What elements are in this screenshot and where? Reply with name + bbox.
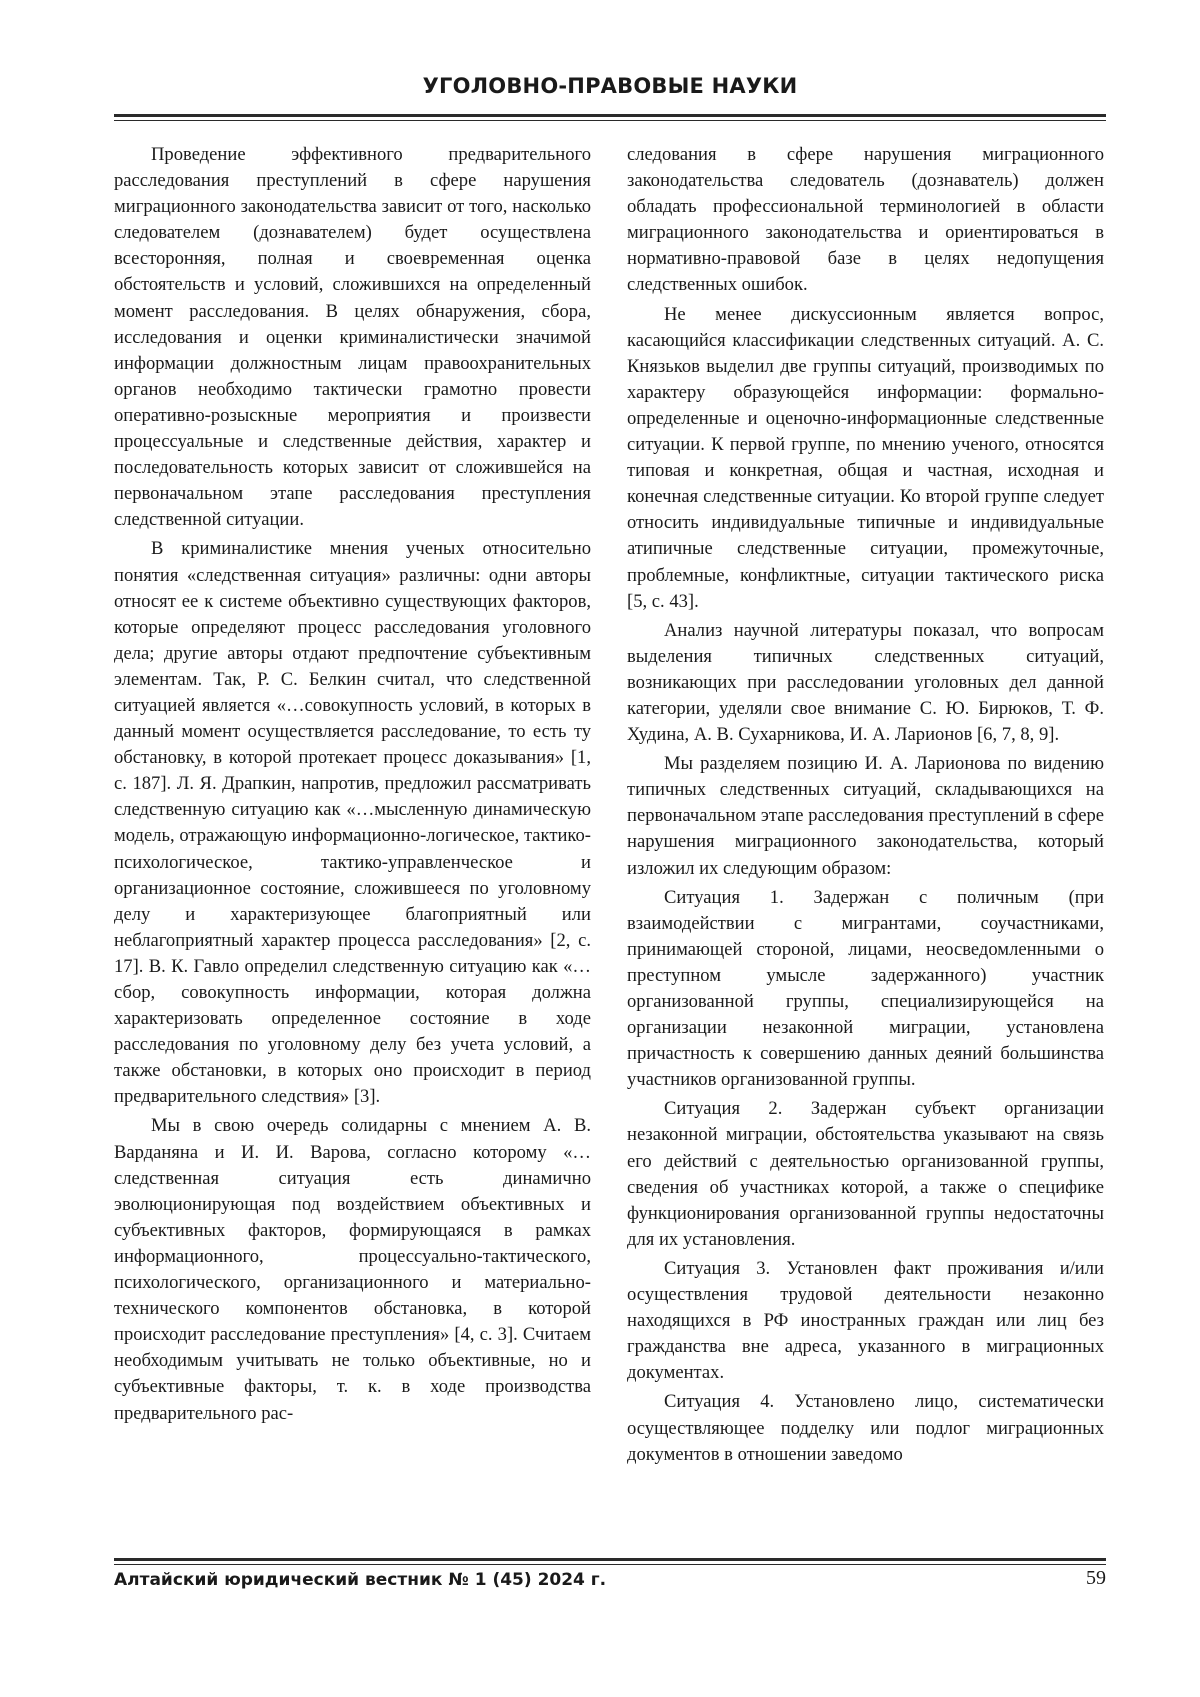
paragraph: Ситуация 1. Задержан с поличным (при взаимодействии с мигрантами, соучастниками, принимающей стороной, лицами, неосведомленными о преступном умысле задержанного) участник организованной группы, специализирующейся на организации незаконной миграции, установлена причастность к совершению данных деяний большинства участников организованной группы. — [627, 886, 1104, 1091]
paragraph-continuation: следования в сфере нарушения миграционного законодательства следователь (дознаватель) должен обладать профессиональной терминологией в области миграционного законодательства и ориентироваться в нормативно-правовой базе в целях недопущения следственных ошибок. — [627, 144, 1104, 296]
paragraph: Не менее дискуссионным является вопрос, касающийся классификации следственных ситуаций. А. С. Князьков выделил две группы ситуаций, производимых по характеру образующейся информации: формально-определенные и оценочно-информационные следственные ситуации. К первой группе, по мнению ученого, относятся типовая и конкретная, общая и частная, исходная и конечная следственные ситуации. Ко второй группе следует относить индивидуальные типичные и индивидуальные атипичные следственные ситуации, промежуточные, проблемные, конфликтные, ситуации тактического риска [5, с. 43]. — [627, 303, 1104, 612]
right-column — [627, 142, 1104, 1471]
paragraph: Проведение эффективного предварительного расследования преступлений в сфере нарушения миграционного законодательства зависит от того, насколько следователем (дознавателем) будет осуществлена всесторонняя, полная и своевременная оценка обстоятельств и условий, сложившихся на определенный момент расследования. В целях обнаружения, сбора, исследования и оценки криминалистически значимой информации должностным лицам правоохранительных органов необходимо тактически грамотно провести оперативно-розыскные мероприятия и произвести процессуальные и следственные действия, характер и последовательность которых зависит от сложившейся на первоначальном этапе расследования преступления следственной ситуации. — [114, 144, 591, 531]
section-title: УГОЛОВНО-ПРАВОВЫЕ НАУКИ — [422, 74, 798, 98]
page-number: 59 — [1086, 1567, 1106, 1589]
footer-rule-thin — [114, 1564, 1106, 1565]
journal-title: Алтайский юридический вестник № 1 (45) 2024 г. — [114, 1570, 607, 1590]
paragraph: В криминалистике мнения ученых относительно понятия «следственная ситуация» различны: одни авторы относят ее к системе объективно существующих факторов, которые определяют процесс расследования уголовного дела; другие авторы отдают предпочтение субъективным элементам. Так, Р. С. Белкин считал, что следственной ситуацией является «…совокупность условий, в которых в данный момент осуществляется расследование, то есть ту обстановку, в которой протекает процесс доказывания» [1, с. 187]. Л. Я. Драпкин, напротив, предложил рассматривать следственную ситуацию как «…мысленную динамическую модель, отражающую информационно-логическое, тактико-психологическое, тактико-управленческое и организационное состояние, сложившееся по уголовному делу и характеризующее благоприятный или неблагоприятный характер процесса расследования» [2, с. 17]. В. К. Гавло определил следственную ситуацию как «…сбор, совокупность информации, которая должна характеризовать определенное состояние в ходе расследования по уголовному делу без учета условий, а также обстановки, в которых оно происходит в период предварительного следствия» [3]. — [114, 538, 591, 1108]
paragraph: Анализ научной литературы показал, что вопросам выделения типичных следственных ситуаций, возникающих при расследовании уголовных дел данной категории, уделяли свое внимание С. Ю. Бирюков, Т. Ф. Худина, А. В. Сухарникова, И. А. Ларионов [6, 7, 8, 9]. — [627, 619, 1104, 746]
paragraph: Мы в свою очередь солидарны с мнением А. В. Варданяна и И. И. Варова, согласно которому «…следственная ситуация есть динамично эволюционирующая под воздействием объективных и субъективных факторов, формирующаяся в рамках информационного, процессуально-тактического, психологического, организационного и материально-технического компонентов обстановка, в которой происходит расследование преступления» [4, с. 3]. Считаем необходимым учитывать не только объективные, но и субъективные факторы, т. к. в ходе производства предварительного рас- — [114, 1115, 591, 1424]
footer-rule-thick — [114, 1558, 1106, 1561]
paragraph: Ситуация 4. Установлено лицо, систематически осуществляющее подделку или подлог миграционных документов в отношении заведомо — [627, 1391, 1104, 1465]
header-rule-thin — [114, 120, 1106, 121]
header-rule-thick — [114, 114, 1106, 117]
paragraph: Ситуация 3. Установлен факт проживания и/или осуществления трудовой деятельности незаконно находящихся в РФ иностранных граждан или лиц без гражданства вне адреса, указанного в миграционных документах. — [627, 1257, 1104, 1384]
left-column — [114, 142, 591, 1430]
paragraph: Мы разделяем позицию И. А. Ларионова по видению типичных следственных ситуаций, складывающихся на первоначальном этапе расследования преступлений в сфере нарушения миграционного законодательства, который изложил их следующим образом: — [627, 753, 1104, 879]
paragraph: Ситуация 2. Задержан субъект организации незаконной миграции, обстоятельства указывают на связь его действий с деятельностью организованной группы, сведения об участниках которой, а также о специфике функционирования организованной группы недостаточны для их установления. — [627, 1098, 1104, 1250]
